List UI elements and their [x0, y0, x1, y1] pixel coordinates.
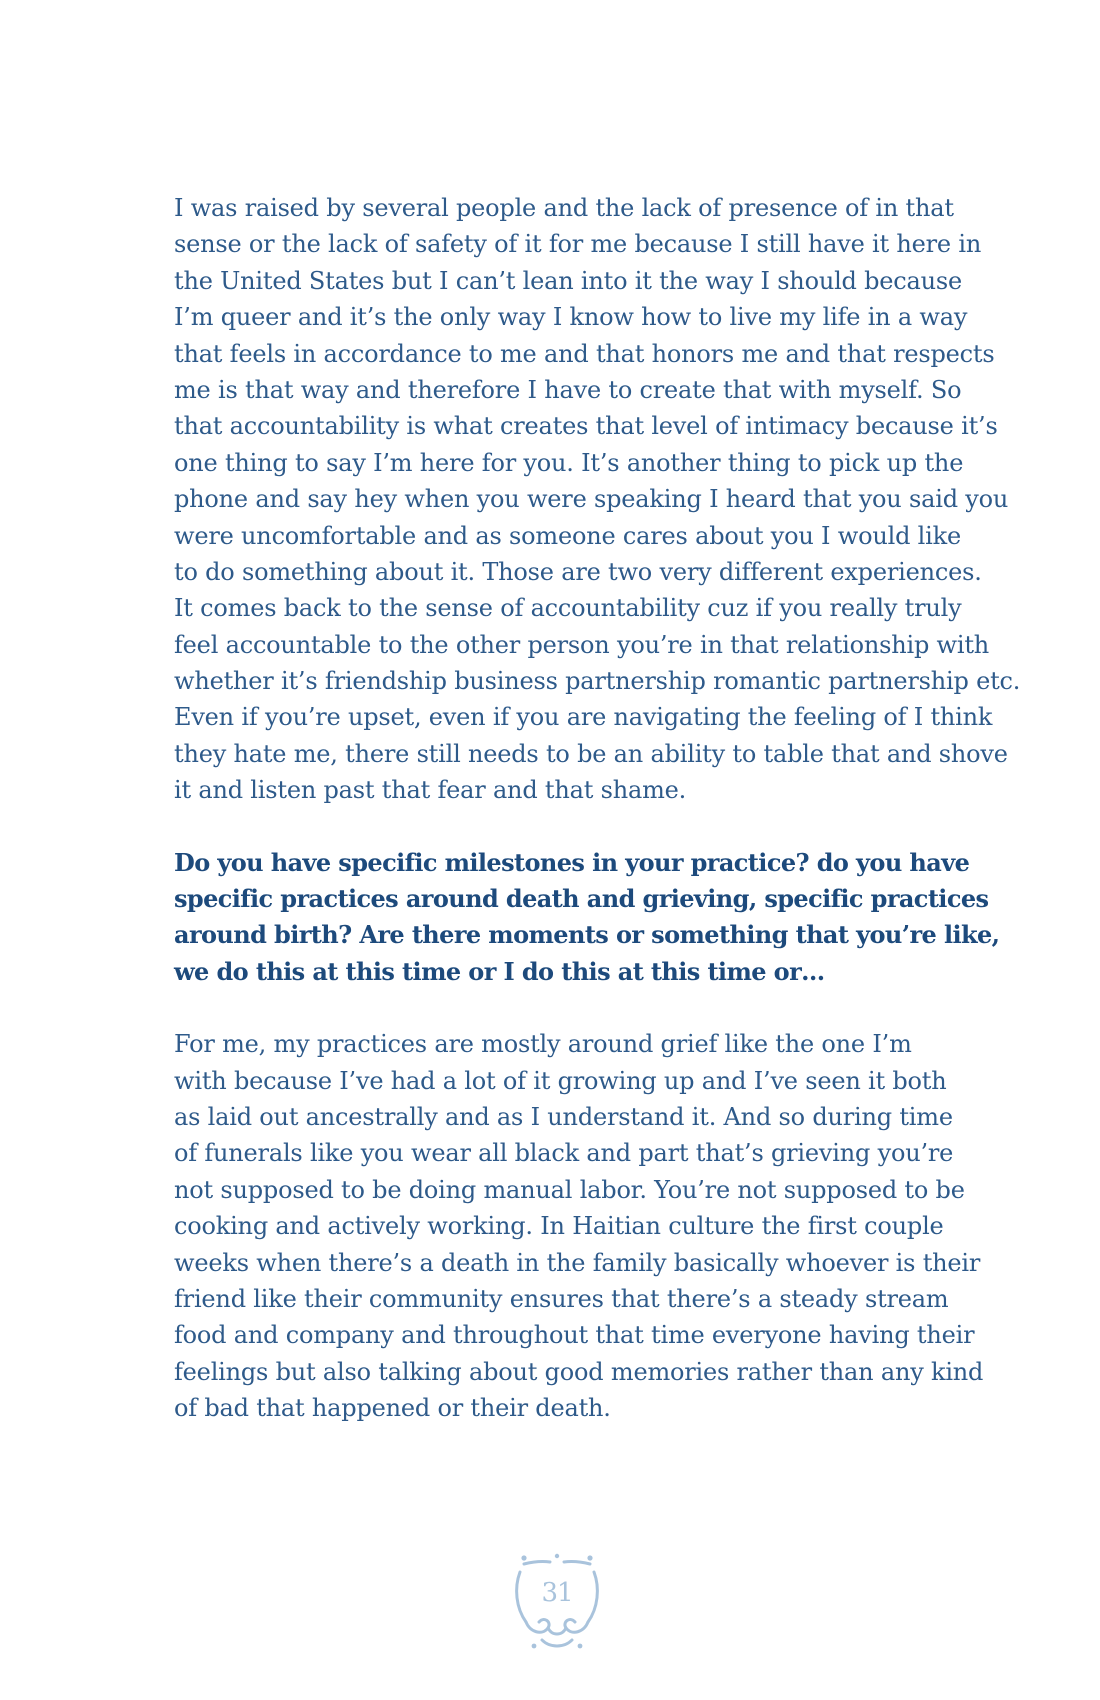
text-line: food and company and throughout that time everyone having their — [174, 1321, 975, 1350]
text-line: friend like their community ensures that there’s a steady stream — [174, 1284, 949, 1313]
text-line: For me, my practices are mostly around grief like the one I’m — [174, 1030, 912, 1059]
text-line: as laid out ancestrally and as I understand it. And so during time — [174, 1102, 953, 1131]
text-line: weeks when there’s a death in the family basically whoever is their — [174, 1248, 981, 1277]
answer-paragraph-1 — [174, 190, 1021, 809]
paragraph-spacer — [174, 990, 964, 1026]
text-line: of funerals like you wear all black and part that’s grieving you’re — [174, 1139, 954, 1168]
text-line: that accountability is what creates that level of intimacy because it’s — [174, 412, 998, 441]
text-line: were uncomfortable and as someone cares about you I would like — [174, 521, 961, 550]
text-line: feelings but also talking about good memories rather than any kind — [174, 1357, 984, 1386]
text-line: phone and say hey when you were speaking I heard that you said you — [174, 485, 1009, 514]
page-number-ornament — [512, 1552, 602, 1652]
text-line: feel accountable to the other person you’re in that relationship with — [174, 630, 990, 659]
text-line: Even if you’re upset, even if you are navigating the feeling of I think — [174, 703, 993, 732]
text-line: sense or the lack of safety of it for me because I still have it here in — [174, 230, 982, 259]
text-line: it and listen past that fear and that shame. — [174, 776, 687, 805]
paragraph-spacer — [174, 809, 964, 845]
text-line: of bad that happened or their death. — [174, 1394, 611, 1423]
interview-question — [174, 845, 1000, 991]
text-line: me is that way and therefore I have to create that with myself. So — [174, 375, 962, 404]
text-line: whether it’s friendship business partnership romantic partnership etc. — [174, 667, 1021, 696]
text-line: one thing to say I’m here for you. It’s another thing to pick up the — [174, 448, 964, 477]
text-line: It comes back to the sense of accountability cuz if you really truly — [174, 594, 962, 623]
text-line: that feels in accordance to me and that honors me and that respects — [174, 339, 995, 368]
answer-paragraph-2 — [174, 1026, 984, 1426]
text-line: with because I’ve had a lot of it growing up and I’ve seen it both — [174, 1066, 947, 1095]
text-line: I’m queer and it’s the only way I know how to live my life in a way — [174, 303, 968, 332]
text-line: I was raised by several people and the lack of presence of in that — [174, 194, 954, 222]
text-line: cooking and actively working. In Haitian culture the first couple — [174, 1212, 944, 1241]
question-line: around birth? Are there moments or something that you’re like, — [174, 920, 1000, 950]
text-line: to do something about it. Those are two very different experiences. — [174, 557, 982, 586]
page-content — [174, 190, 1021, 1427]
text-line: the United States but I can’t lean into it the way I should because — [174, 266, 963, 295]
text-line: they hate me, there still needs to be an ability to table that and shove — [174, 739, 1008, 768]
text-line: not supposed to be doing manual labor. You’re not supposed to be — [174, 1175, 965, 1204]
page-number: 31 — [541, 1578, 573, 1608]
question-line: specific practices around death and grieving, specific practices — [174, 884, 989, 914]
question-line: Do you have specific milestones in your practice? do you have — [174, 847, 970, 877]
question-line: we do this at this time or I do this at this time or… — [174, 956, 825, 986]
